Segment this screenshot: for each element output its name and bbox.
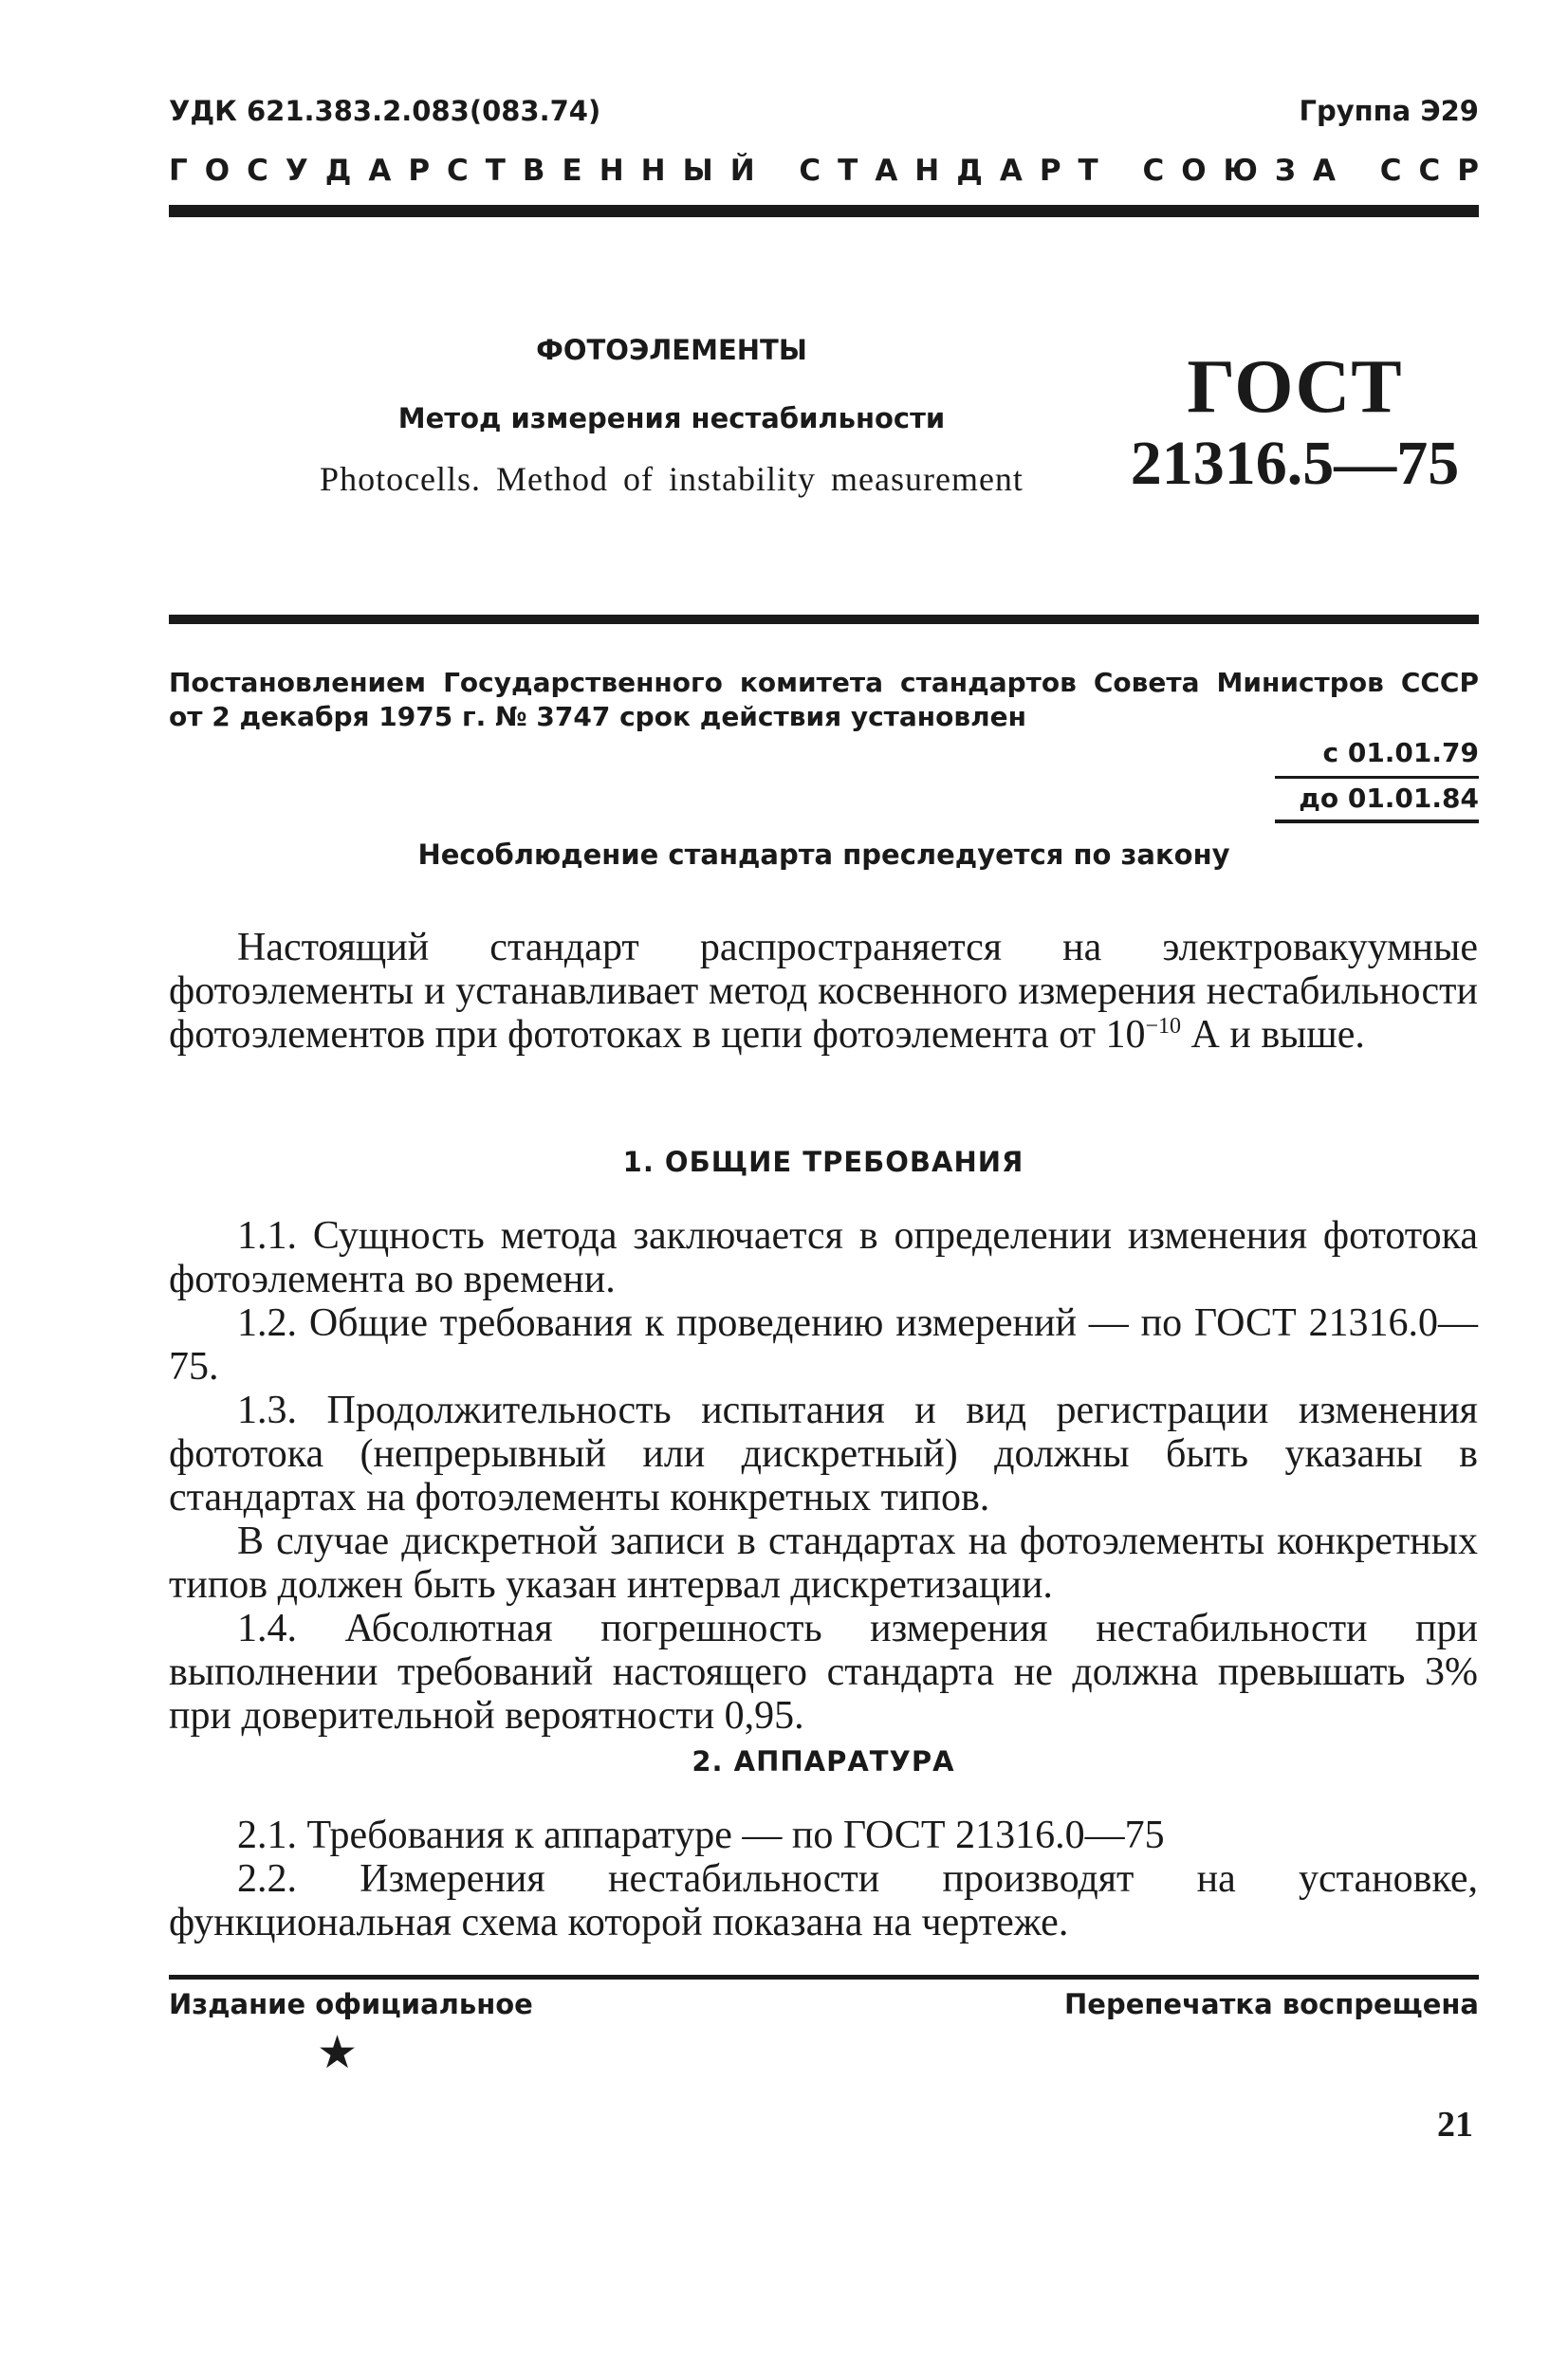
banner-letter: Г — [169, 154, 188, 188]
resolution-line-2: от 2 декабря 1975 г. № 3747 срок действия установлен — [169, 701, 1026, 732]
banner-letter: О — [1181, 154, 1207, 188]
banner-letter: А — [875, 154, 898, 188]
resolution-line-1: Постановлением Государственного комитета стандартов Совета Министров СССР — [169, 667, 1479, 698]
banner-letter — [1353, 154, 1363, 188]
star-icon: ★ — [317, 2026, 359, 2079]
banner-letter: О — [204, 154, 231, 188]
udk-code: УДК 621.383.2.083(083.74) — [169, 95, 601, 127]
group-code: Группа Э29 — [1299, 95, 1479, 127]
banner-letter: А — [999, 154, 1023, 188]
banner-letter: А — [1312, 154, 1336, 188]
banner-letter: З — [1274, 154, 1296, 188]
valid-dates-divider — [1275, 776, 1479, 779]
title-rule-thick — [169, 615, 1479, 624]
official-edition: Издание официальное — [169, 1988, 533, 2020]
legal-notice: Несоблюдение стандарта преследуется по закону — [417, 838, 1230, 871]
title-en: Photocells. Method of instability measurement — [320, 460, 1024, 498]
banner-letter: Ы — [682, 154, 713, 188]
standard-banner — [169, 154, 1479, 188]
clause-2-2: 2.2. Измерения нестабильности производят на установке, функциональная схема которой показана на чертеже. — [169, 1857, 1478, 1944]
banner-letter: Д — [956, 154, 983, 188]
intro-text-end: А и выше. — [1181, 1013, 1365, 1057]
reprint-prohibited: Перепечатка воспрещена — [1064, 1988, 1479, 2020]
banner-letter: Н — [599, 154, 624, 188]
banner-letter: Т — [1078, 154, 1098, 188]
section-2-body — [169, 1814, 1478, 1944]
title-ru: ФОТОЭЛЕМЕНТЫ — [536, 334, 807, 366]
banner-letter: Д — [324, 154, 352, 188]
clause-2-1: 2.1. Требования к аппаратуре — по ГОСТ 21316.0—75 — [237, 1814, 1165, 1857]
banner-letter: С — [1142, 154, 1165, 188]
clause-1-4: 1.4. Абсолютная погрешность измерения нестабильности при выполнении требований настоящего стандарта не должна превышать 3% при доверительной вероятности 0,95. — [169, 1607, 1478, 1738]
banner-letter — [1116, 154, 1126, 188]
banner-letter: Р — [1039, 154, 1061, 188]
footer-rule — [169, 1975, 1479, 1980]
section-1-body — [169, 1214, 1478, 1738]
banner-letter: У — [285, 154, 308, 188]
gost-number: 21316.5—75 — [1130, 429, 1460, 498]
section-1-heading: 1. ОБЩИЕ ТРЕБОВАНИЯ — [622, 1146, 1024, 1178]
banner-letter: С — [1379, 154, 1402, 188]
page-number: 21 — [1437, 2105, 1473, 2145]
intro-text: Настоящий стандарт распространяется на электровакуумные фотоэлементы и устанавливает метод косвенного измерения нестабильности фотоэлементов при фототоках в цепи фотоэлемента от 10 — [169, 926, 1478, 1057]
clause-1-3: 1.3. Продолжительность испытания и вид регистрации изменения фототока (непрерывный или дискретный) должны быть указаны в стандартах на фотоэлементы конкретных типов. — [169, 1389, 1478, 1520]
clause-1-1: 1.1. Сущность метода заключается в определении изменения фототока фотоэлемента во времени. — [169, 1214, 1478, 1301]
banner-letter: Н — [640, 154, 666, 188]
banner-letter: Т — [838, 154, 858, 188]
banner-letter: С — [1418, 154, 1441, 188]
banner-letter: А — [368, 154, 392, 188]
valid-to: до 01.01.84 — [1299, 783, 1479, 814]
intro-exponent: −10 — [1145, 1014, 1182, 1039]
banner-letter — [772, 154, 783, 188]
banner-letter: С — [247, 154, 268, 188]
banner-letter: Й — [729, 154, 755, 188]
valid-to-underline — [1275, 820, 1479, 823]
gost-label: ГОСТ — [1187, 345, 1403, 429]
banner-letter: С — [799, 154, 821, 188]
banner-letter: Т — [485, 154, 506, 188]
valid-from: с 01.01.79 — [1322, 737, 1479, 768]
banner-letter: В — [522, 154, 545, 188]
intro-paragraph — [169, 926, 1478, 1057]
banner-letter: Н — [914, 154, 940, 188]
banner-letter: Е — [562, 154, 582, 188]
banner-letter: Р — [1457, 154, 1479, 188]
section-2-heading: 2. АППАРАТУРА — [692, 1745, 955, 1778]
header-rule-thick — [169, 205, 1479, 217]
clause-1-3-note: В случае дискретной записи в стандартах на фотоэлементы конкретных типов должен быть указан интервал дискретизации. — [169, 1520, 1478, 1607]
banner-letter: Ю — [1223, 154, 1258, 188]
banner-letter: Р — [408, 154, 431, 188]
banner-letter: С — [447, 154, 469, 188]
clause-1-2: 1.2. Общие требования к проведению измерений — по ГОСТ 21316.0—75. — [169, 1301, 1478, 1389]
subtitle-ru: Метод измерения нестабильности — [397, 402, 946, 434]
